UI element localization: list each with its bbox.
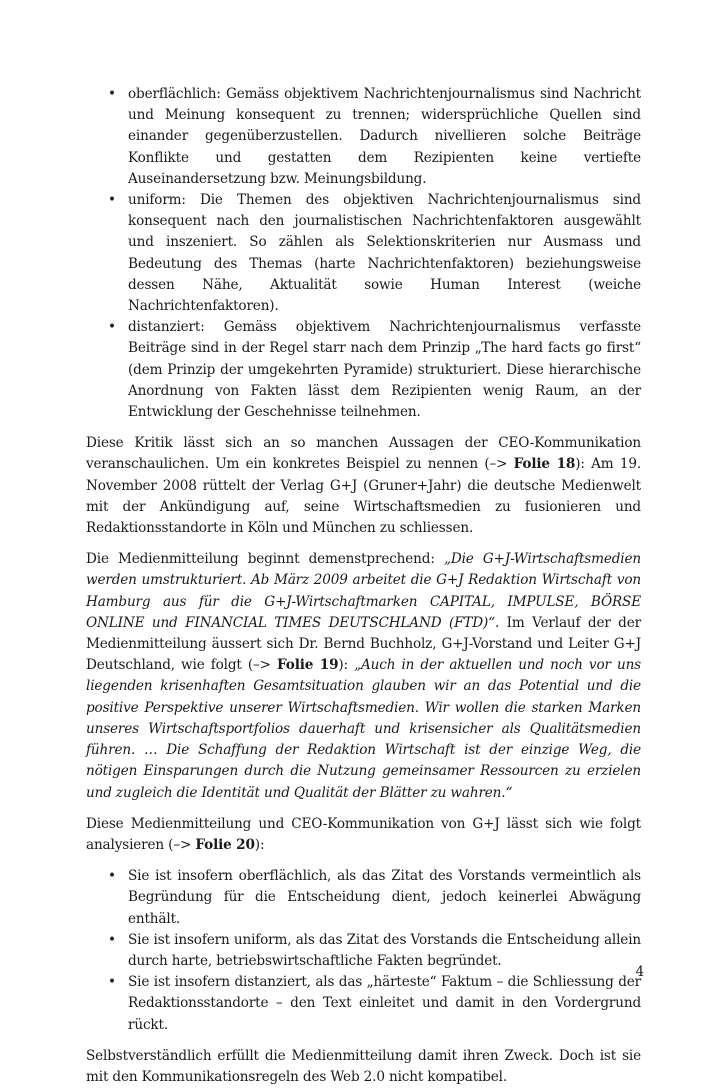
list-item-text: uniform: Die Themen des objektiven Nachrichtenjournalismus sind konsequent nach den journalistischen Nachrichtenfaktoren ausgewählt und inszeniert. So zählen als Selektionskriterien nur Ausmass und Bedeutung des Themas (harte Nachrichtenfaktoren) beziehungsweise dessen Nähe, Aktualität sowie Human Interest (weiche Nachrichtenfaktoren). [128, 192, 641, 315]
list-item-text: distanziert: Gemäss objektivem Nachrichtenjournalismus verfasste Beiträge sind in der Regel starr nach dem Prinzip „The hard facts go first“ (dem Prinzip der umgekehrten Pyramide) strukturiert. Diese hierarchische Anordnung von Fakten lässt dem Rezipienten wenig Raum, an der Entwicklung der Geschehnisse teilnehmen. [128, 319, 641, 421]
bullet-icon: • [108, 868, 116, 885]
page-number: 4 [635, 964, 644, 980]
bullet-icon: • [108, 974, 116, 991]
slide-reference: Folie 19 [277, 657, 339, 674]
list-item [86, 317, 641, 423]
list-item [86, 866, 641, 930]
list-item-text: oberflächlich: Gemäss objektivem Nachrichtenjournalismus sind Nachricht und Meinung konsequent zu trennen; widersprüchliche Quellen sind einander gegenüberzustellen. Dadurch nivellieren solche Beiträge Konflikte und gestatten dem Rezipienten keine vertiefte Auseinandersetzung bzw. Meinungsbildung. [128, 86, 641, 187]
bullet-icon: • [108, 192, 116, 209]
bullet-icon: • [108, 319, 116, 336]
slide-reference: Folie 18 [513, 456, 576, 473]
paragraph-conclusion: Selbstverständlich erfüllt die Medienmitteilung damit ihren Zweck. Doch ist sie mit den Kommunikationsregeln des Web 2.0 nicht kompatibel. [86, 1047, 641, 1085]
paragraph-press-release: Die Medienmitteilung beginnt demenstprechend: „Die G+J-Wirtschaftsmedien werden umstrukturiert. Ab März 2009 arbeitet die G+J Redaktion Wirtschaft von Hamburg aus für die G+J-Wirtschaftmarken CAPITAL, IMPULSE, BÖRSE ONLINE und FINANCIAL TIMES DEUTSCHLAND (FTD)“. Im Verlauf der der Medienmitteilung äussert sich Dr. Bernd Buchholz, G+J-Vorstand und Leiter G+J Deutschland, wie folgt (–> Folie 19): „Auch in der aktuellen und noch vor uns liegenden krisenhaften Gesamtsituation glauben wir an das Potential und die positive Perspektive unserer Wirtschaftsmedien. Wir wollen die starken Marken unseres Wirtschaftsportfolios dauerhaft und krisensicher als Qualitätsmedien führen. … Die Schaffung der Redaktion Wirtschaft ist der einzige Weg, die nötigen Einsparungen durch die Nutzung gemeinsamer Ressourcen zu erzielen und zugleich die Identität und Qualität der Blätter zu wahren.“ [86, 551, 641, 801]
list-item-text: Sie ist insofern distanziert, als das „härteste“ Faktum – die Schliessung der Redaktionsstandorte – den Text einleitet und damit in den Vordergrund rückt. [128, 974, 641, 1033]
paragraph-example-intro: Diese Kritik lässt sich an so manchen Aussagen der CEO-Kommunikation veranschaulichen. Um ein konkretes Beispiel zu nennen (–> Folie 18): Am 19. November 2008 rüttelt der Verlag G+J (Gruner+Jahr) die deutsche Medienwelt mit der Ankündigung auf, seine Wirtschaftsmedien zu fusionieren und Redaktionsstandorte in Köln und München zu schliessen. [86, 435, 641, 537]
list-item [86, 930, 641, 972]
list-item [86, 190, 641, 317]
slide-reference: Folie 20 [195, 836, 255, 853]
press-release-quote: „Die G+J-Wirtschaftsmedien werden umstrukturiert. Ab März 2009 arbeitet die G+J Redaktion Wirtschaft von Hamburg aus für die G+J-Wirtschaftmarken CAPITAL, IMPULSE, BÖRSE ONLINE und FINANCIAL TIMES DEUTSCHLAND (FTD)“ [86, 551, 641, 631]
bullet-icon: • [108, 86, 116, 102]
list-item [86, 84, 641, 190]
paragraph-analysis-intro: Diese Medienmitteilung und CEO-Kommunikation von G+J lässt sich wie folgt analysieren (–> Folie 20): [86, 815, 641, 853]
list-item-text: Sie ist insofern uniform, als das Zitat des Vorstands die Entscheidung allein durch harte, betriebswirtschaftliche Fakten begründet. [128, 931, 641, 969]
list-item [86, 972, 641, 1036]
criticism-list [86, 84, 641, 423]
analysis-list [86, 866, 641, 1036]
ceo-quote: „Auch in der aktuellen und noch vor uns liegenden krisenhaften Gesamtsituation glauben wir an das Potential und die positive Perspektive unserer Wirtschaftsmedien. Wir wollen die starken Marken unseres Wirtschaftsportfolios dauerhaft und krisensicher als Qualitätsmedien führen. … Die Schaffung der Redaktion Wirtschaft ist der einzige Weg, die nötigen Einsparungen durch die Nutzung gemeinsamer Ressourcen zu erzielen und zugleich die Identität und Qualität der Blätter zu wahren.“ [86, 657, 641, 801]
list-item-text: Sie ist insofern oberflächlich, als das Zitat des Vorstands vermeintlich als Begründung für die Entscheidung dient, jedoch keinerlei Abwägung enthält. [128, 868, 641, 927]
bullet-icon: • [108, 931, 116, 948]
